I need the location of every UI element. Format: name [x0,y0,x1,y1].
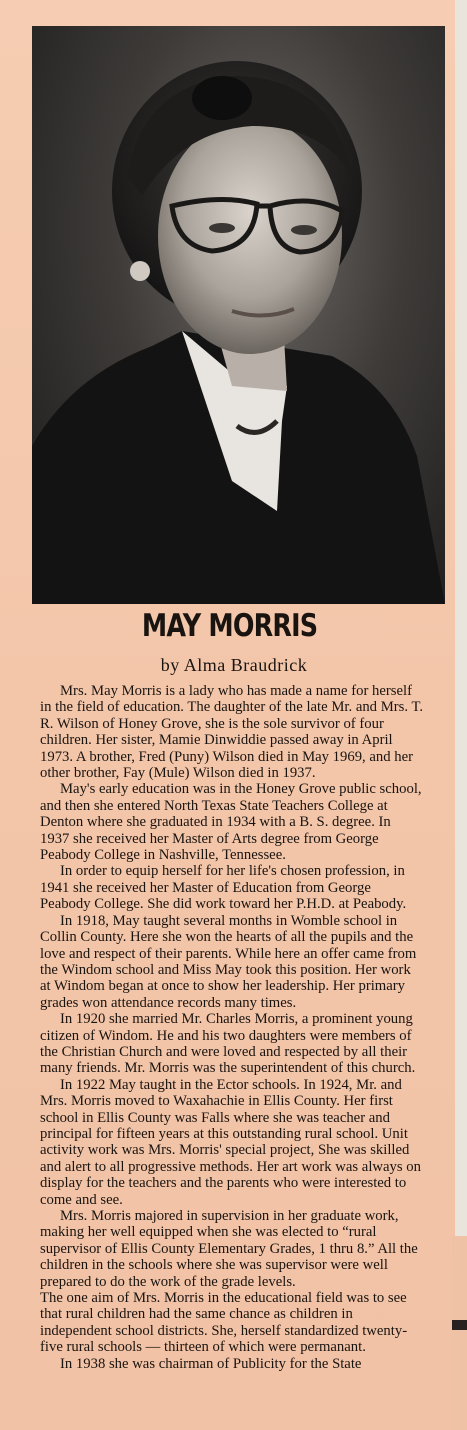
edge-mark [452,1320,467,1330]
paragraph: In 1918, May taught several months in Womble school in Collin County. Here she won the hearts of all the pupils and the love and respect of their parents. While here an offer came from the Windom school and Miss May took this position. Her work at Windom began at once to show her leadership. Her primary grades won attendance records many times. [40,912,417,1011]
paragraph: May's early education was in the Honey Grove public school, and then she entered North Texas State Teachers College at Denton where she graduated in 1934 with a B. S. degree. In 1937 she received her Master of Arts degree from George Peabody College in Nashville, Tennessee. [40,781,422,864]
adjacent-clipping-edge [452,1236,467,1430]
paragraph: Mrs. May Morris is a lady who has made a name for herself in the field of education. The daughter of the late Mr. and Mrs. T. R. Wilson of Honey Grove, she is the sole survivor of four children. Her sister, Mamie Dinwiddie passed away in April 1973. A brother, Fred (Puny) Wilson died in May 1969, and her other brother, Fay (Mule) Wilson died in 1937. [40,683,423,782]
paragraph: In order to equip herself for her life's chosen profession, in 1941 she received her Master of Education from George Peabody College. She did work toward her P.H.D. at Peabody. [40,863,407,913]
paragraph: In 1938 she was chairman of Publicity for the State [60,1355,362,1372]
portrait-photo [32,26,445,604]
portrait-illustration [32,26,445,604]
article-body [40,683,423,1372]
paragraph: In 1920 she married Mr. Charles Morris, a prominent young citizen of Windom. He and his two daughters were members of the Christian Church and were loved and respected by all their many friends. Mr. Morris was the superintendent of this church. [40,1011,416,1077]
paragraph: In 1922 May taught in the Ector schools. In 1924, Mr. and Mrs. Morris moved to Waxahachie in Ellis County. Her first school in Ellis County was Falls where she was teacher and principal for fifteen years at this outstanding rural school. Unit activity work was Mrs. Morris' special project, She was skilled and alert to all progressive methods. Her art work was always on display for the teachers and the parents who were interested to come and see. [40,1076,421,1208]
paragraph: The one aim of Mrs. Morris in the educational field was to see that rural children had the same chance as children in independent school districts. She, herself standardized twenty-five rural schools — thirteen of which were permanant. [40,1290,408,1356]
page-edge [455,0,467,1430]
article-headline: MAY MORRIS [141,608,318,644]
paragraph: Mrs. Morris majored in supervision in her graduate work, making her well equipped when she was elected to “rural supervisor of Ellis County Elementary Grades, 1 thru 8.” All the children in the schools where she was supervisor were well prepared to do the work of the grade levels. [40,1208,418,1290]
article-byline: by Alma Braudrick [160,655,308,675]
